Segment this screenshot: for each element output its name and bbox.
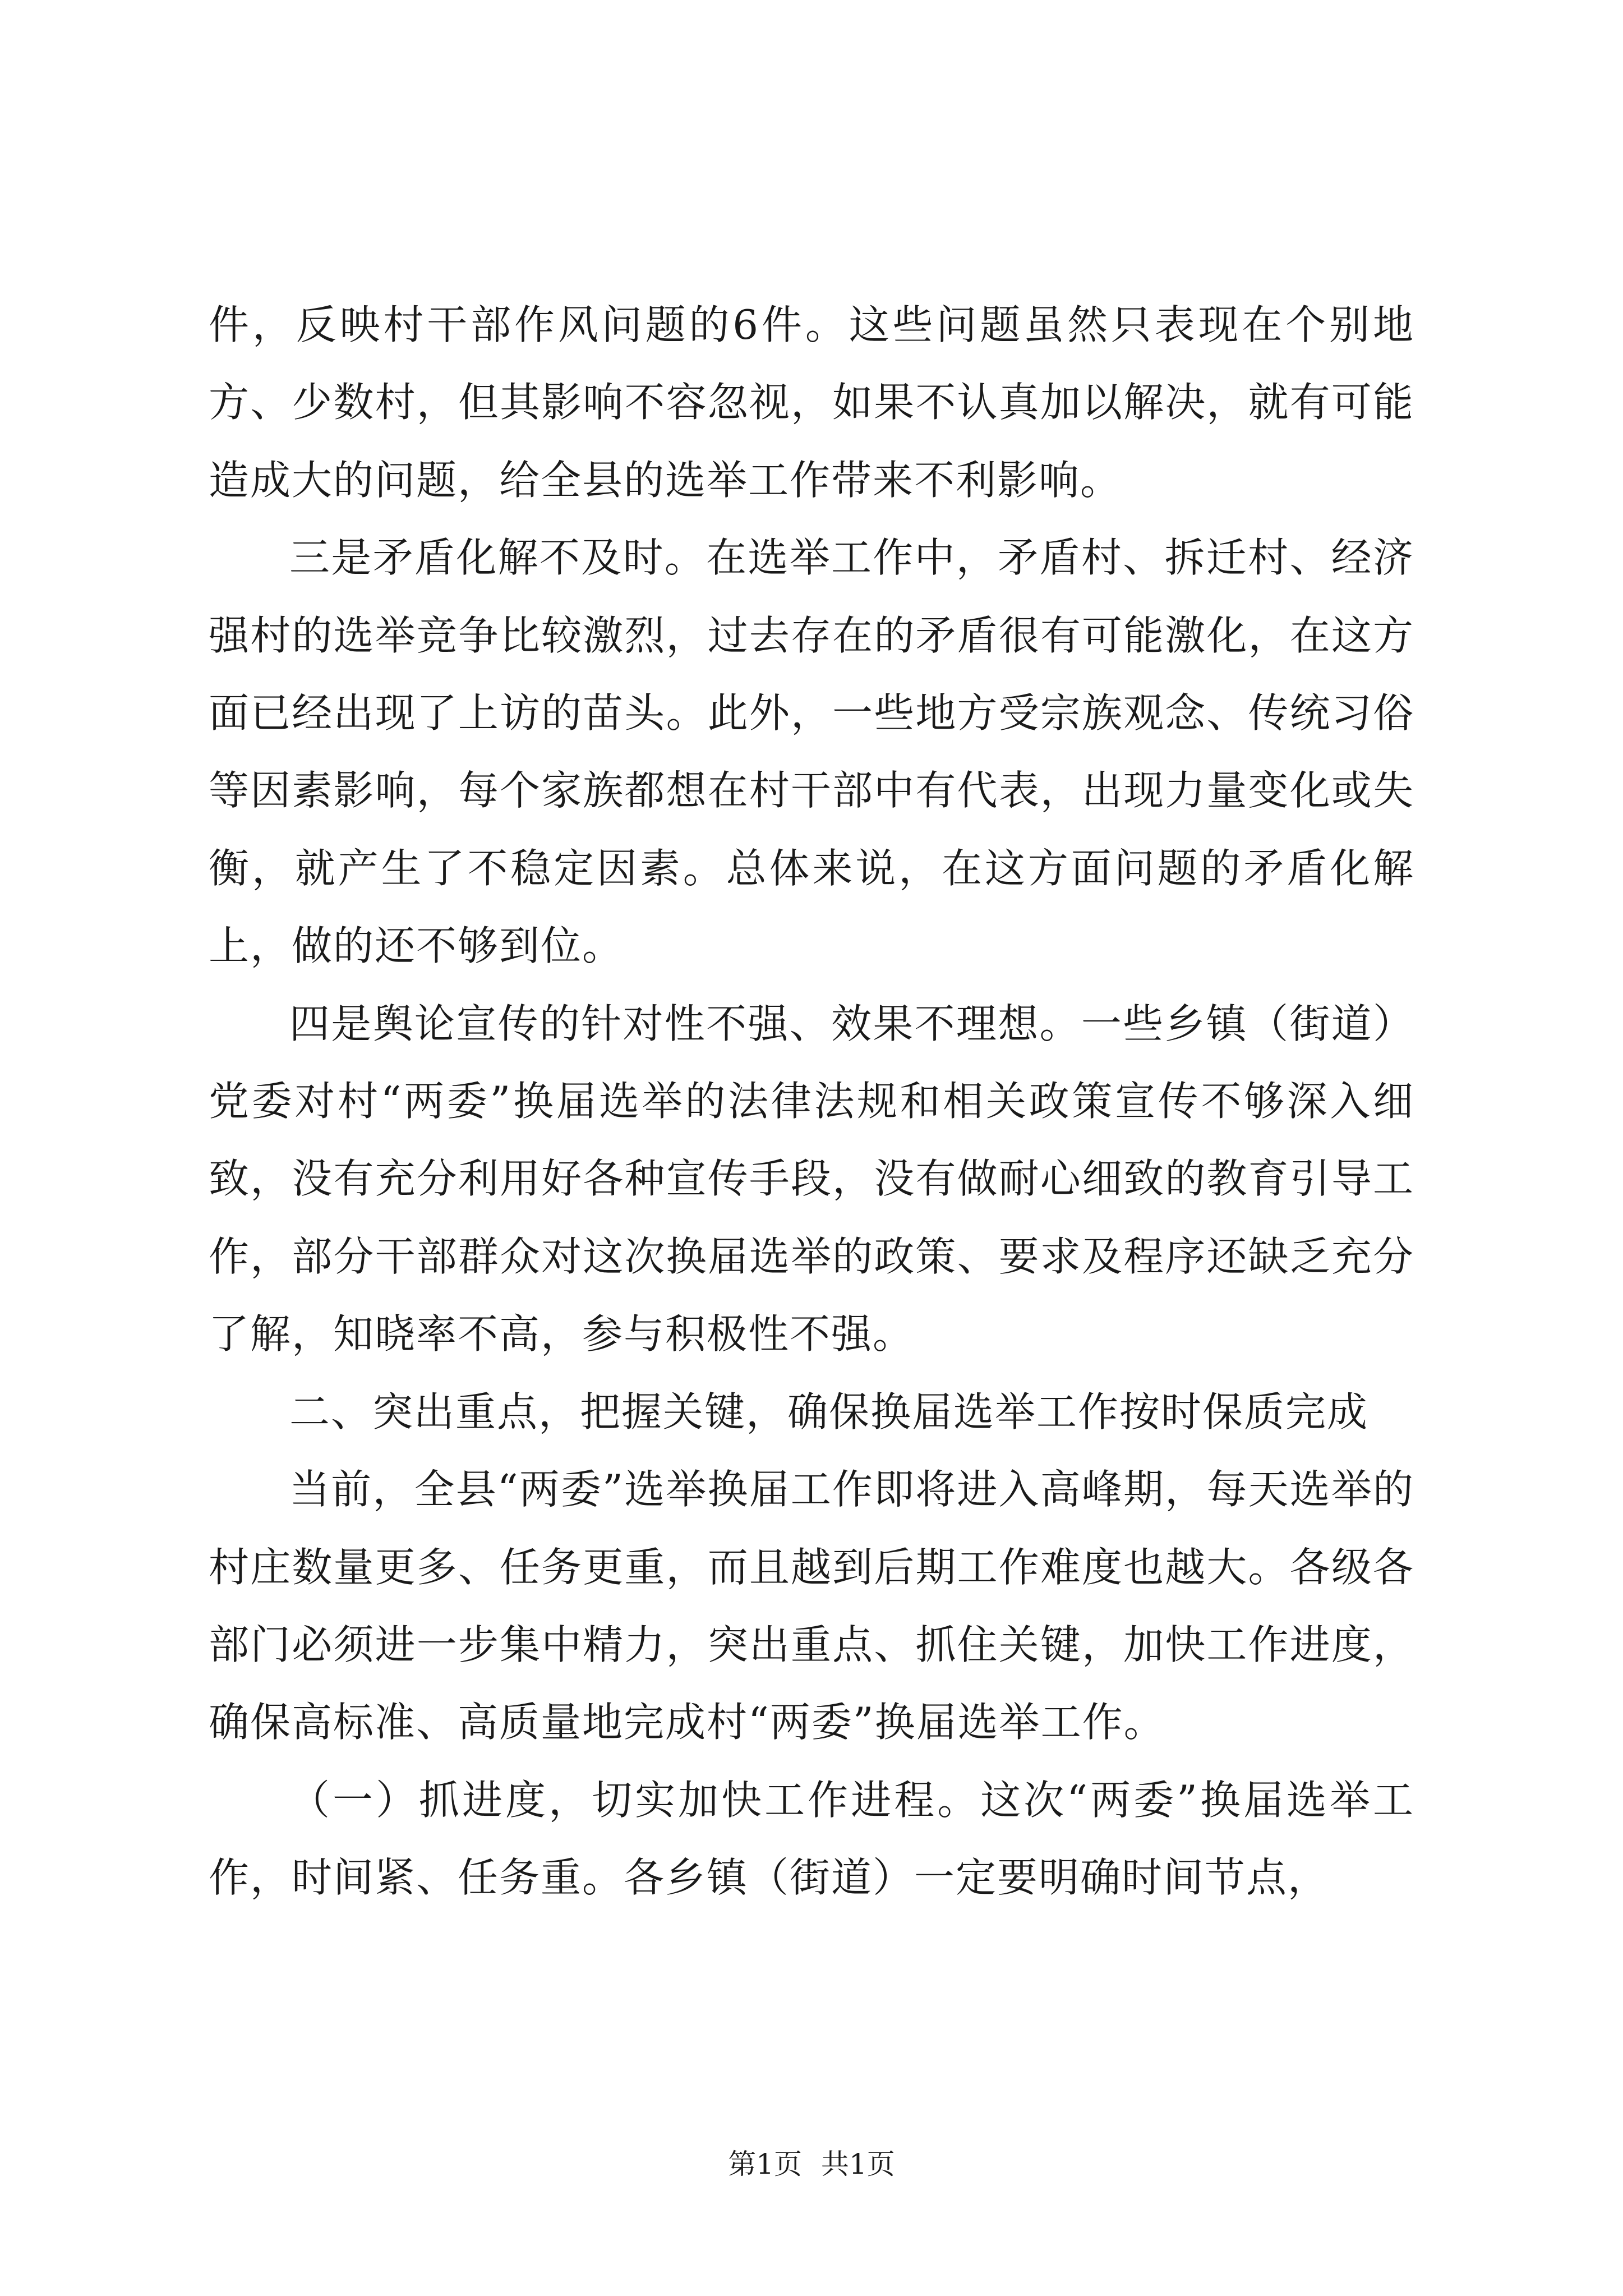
paragraph-4: 当前，全县“两委”选举换届工作即将进入高峰期，每天选举的村庄数量更多、任务更重，而且越到后期工作难度也越大。各级各部门必须进一步集中精力，突出重点、抓住关键，加快工作进度，确保高标准、高质量地完成村“两委”换届选举工作。 xyxy=(209,1466,1414,1746)
page-number: 第1页 xyxy=(728,2148,802,2180)
document-body xyxy=(209,286,1414,1917)
paragraph-3: 四是舆论宣传的针对性不强、效果不理想。一些乡镇（街道）党委对村“两委”换届选举的法律法规和相关政策宣传不够深入细致，没有充分利用好各种宣传手段，没有做耐心细致的教育引导工作，部分干部群众对这次换届选举的政策、要求及程序还缺乏充分了解，知晓率不高，参与积极性不强。 xyxy=(209,1000,1414,1358)
page-total: 共1页 xyxy=(821,2148,895,2180)
section-heading: 二、突出重点，把握关键，确保换届选举工作按时保质完成 xyxy=(289,1388,1369,1435)
page-footer xyxy=(0,2147,1623,2181)
paragraph-2: 三是矛盾化解不及时。在选举工作中，矛盾村、拆迁村、经济强村的选举竞争比较激烈，过去存在的矛盾很有可能激化，在这方面已经出现了上访的苗头。此外，一些地方受宗族观念、传统习俗等因素影响，每个家族都想在村干部中有代表，出现力量变化或失衡，就产生了不稳定因素。总体来说，在这方面问题的矛盾化解上，做的还不够到位。 xyxy=(209,534,1414,970)
paragraph-1: 件，反映村干部作风问题的6件。这些问题虽然只表现在个别地方、少数村，但其影响不容忽视，如果不认真加以解决，就有可能造成大的问题，给全县的选举工作带来不利影响。 xyxy=(209,301,1414,504)
paragraph-5: （一）抓进度，切实加快工作进程。这次“两委”换届选举工作，时间紧、任务重。各乡镇（街道）一定要明确时间节点， xyxy=(209,1776,1414,1902)
